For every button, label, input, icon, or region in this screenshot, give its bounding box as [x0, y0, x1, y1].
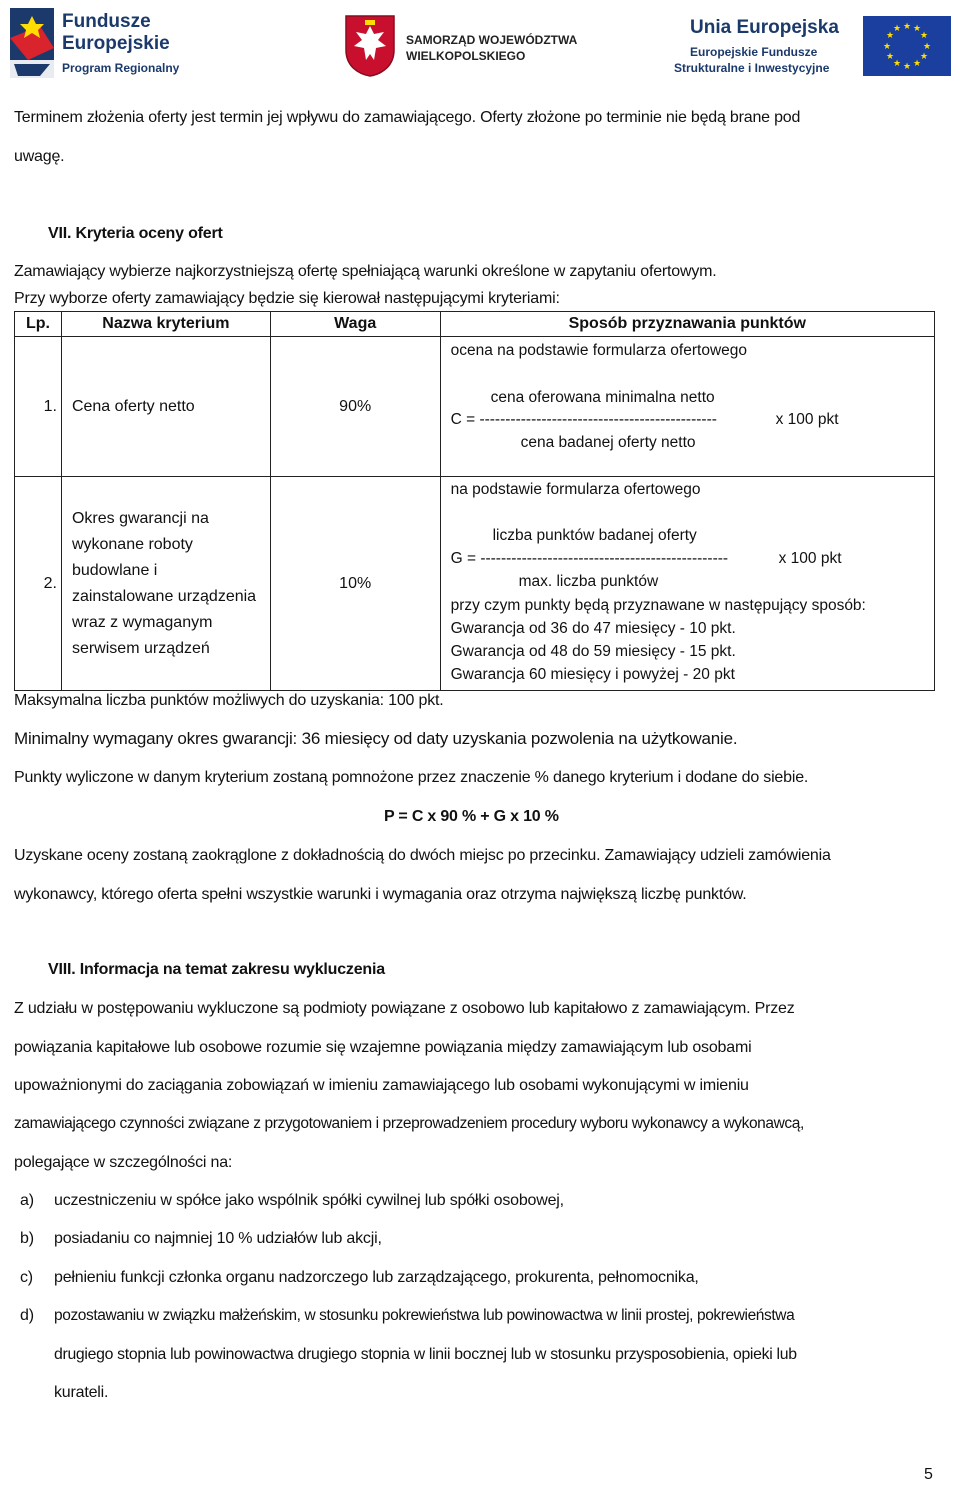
eagle-coat-of-arms-icon: [344, 14, 396, 78]
section8-heading: [48, 960, 385, 980]
intro-line2: uwagę.: [14, 148, 65, 165]
header-method: Sposób przyznawania punktów: [440, 312, 934, 337]
rounding-line2: wykonawcy, którego oferta spełni wszystkie warunki i wymagania oraz otrzyma największą liczbę punktów.: [14, 886, 747, 903]
row1-lp: 1.: [15, 337, 62, 477]
row2-numerator: liczba punktów badanej oferty: [492, 527, 697, 544]
row2-multiplier: x 100 pkt: [778, 550, 842, 567]
list-item-text: pozostawaniu w związku małżeńskim, w stosunku pokrewieństwa lub powinowactwa w linii prostej, pokrewieństwa: [54, 1307, 795, 1324]
svg-text:★: ★: [892, 24, 902, 34]
list-item-text: posiadaniu co najmniej 10 % udziałów lub akcji,: [54, 1230, 382, 1247]
eu-flag-icon: [863, 16, 951, 76]
svg-text:★: ★: [885, 31, 895, 41]
svg-text:★: ★: [882, 42, 892, 52]
wlkp-line1: SAMORZĄD WOJEWÓDZTWA: [406, 33, 578, 47]
list-item-text: pełnieniu funkcji członka organu nadzorczego lub zarządzającego, prokurenta, pełnomocnika,: [54, 1269, 699, 1286]
svg-text:★: ★: [902, 62, 912, 72]
section8-heading-num: VIII.: [48, 961, 76, 978]
header-weight: Waga: [270, 312, 440, 337]
row2-lp: 2.: [15, 477, 62, 691]
row1-denominator: cena badanej oferty netto: [520, 434, 696, 451]
section8-heading-text: Informacja na temat zakresu wykluczenia: [79, 961, 385, 978]
svg-text:★: ★: [902, 22, 912, 32]
section7-heading: [48, 224, 223, 244]
section7-paragraph1: Zamawiający wybierze najkorzystniejszą ofertę spełniającą warunki określone w zapytaniu ofertowym.: [14, 263, 717, 280]
row2-name-line: Okres gwarancji na: [71, 509, 209, 527]
row2-name-line: zainstalowane urządzenia: [71, 587, 257, 605]
list-item-text: kurateli.: [54, 1384, 109, 1401]
list-item-label: a): [20, 1192, 34, 1209]
row2-tier: Gwarancja od 36 do 47 miesięcy - 10 pkt.: [450, 620, 736, 637]
section8-para-line: upoważnionymi do zaciągania zobowiązań w imieniu zamawiającego lub osobami wykonującymi w imieniu: [14, 1077, 749, 1094]
criteria-table: [14, 311, 935, 691]
list-item-label: b): [20, 1230, 34, 1247]
section7-heading-text: Kryteria oceny ofert: [75, 225, 223, 242]
row2-formula: G = ------------------------------------------------: [450, 550, 729, 567]
svg-text:★: ★: [919, 31, 929, 41]
section8-para-line: powiązania kapitałowe lub osobowe rozumie się wzajemne powiązania między zamawiającym lub osobami: [14, 1039, 752, 1056]
row1-weight: 90%: [270, 337, 440, 477]
ue-line1: Unia Europejska: [690, 17, 839, 38]
list-item-text: uczestniczeniu w spółce jako wspólnik spółki cywilnej lub spółki osobowej,: [54, 1192, 564, 1209]
row1-method: [440, 337, 934, 477]
total-formula: P = C x 90 % + G x 10 %: [384, 808, 559, 825]
list-item-text: drugiego stopnia lub powinowactwa drugiego stopnia w linii bocznej lub w stosunku przysposobienia, opieki lub: [54, 1346, 797, 1363]
row2-denominator: max. liczba punktów: [518, 573, 659, 590]
rounding-line1: Uzyskane oceny zostaną zaokrąglone z dokładnością do dwóch miejsc po przecinku. Zamawiający udzieli zamówienia: [14, 847, 831, 864]
row2-weight: 10%: [270, 477, 440, 691]
max-points-text: Maksymalna liczba punktów możliwych do uzyskania: 100 pkt.: [14, 692, 444, 709]
svg-text:★: ★: [912, 24, 922, 34]
intro-line1: Terminem złożenia oferty jest termin jej wpływu do zamawiającego. Oferty złożone po terminie nie będą brane pod: [14, 109, 801, 126]
criteria-row-price: [15, 337, 935, 477]
row2-name: [61, 477, 270, 691]
min-warranty-text: Minimalny wymagany okres gwarancji: 36 miesięcy od daty uzyskania pozwolenia na użytkowanie.: [14, 729, 738, 748]
row2-method: [440, 477, 934, 691]
row2-name-line: wykonane roboty: [71, 535, 193, 553]
row2-rule: przy czym punkty będą przyznawane w następujący sposób:: [450, 597, 866, 614]
wlkp-line2: WIELKOPOLSKIEGO: [406, 49, 526, 63]
section8-para-line: polegające w szczególności na:: [14, 1154, 233, 1171]
row2-name-line: serwisem urządzeń: [71, 639, 210, 657]
row1-name: Cena oferty netto: [61, 337, 270, 477]
page-number: 5: [924, 1466, 933, 1483]
row2-tier: Gwarancja od 48 do 59 miesięcy - 15 pkt.: [450, 643, 736, 660]
section7-heading-num: VII.: [48, 225, 72, 242]
section8-para-line: zamawiającego czynności związane z przygotowaniem i przeprowadzeniem procedury wyboru wykonawcy a wykonawcą,: [14, 1115, 804, 1132]
fe-line1: Fundusze: [62, 11, 151, 32]
fe-line2: Europejskie: [62, 33, 170, 54]
criteria-table-header: [15, 312, 935, 337]
row2-name-line: budowlane i: [71, 561, 158, 579]
row2-name-line: wraz z wymaganym: [71, 613, 213, 631]
svg-text:★: ★: [892, 59, 902, 69]
header-name: Nazwa kryterium: [61, 312, 270, 337]
row1-formula: C = ----------------------------------------------: [450, 411, 717, 428]
criteria-row-warranty: [15, 477, 935, 691]
svg-text:★: ★: [912, 59, 922, 69]
row2-method-intro: na podstawie formularza ofertowego: [450, 481, 701, 498]
svg-text:★: ★: [919, 52, 929, 62]
svg-text:★: ★: [885, 52, 895, 62]
fundusze-europejskie-flag-icon: [10, 8, 54, 78]
header-lp: Lp.: [15, 312, 62, 337]
section8-para-line: Z udziału w postępowaniu wykluczone są podmioty powiązane z osobowo lub kapitałowo z zamawiającym. Przez: [14, 1000, 795, 1017]
multiply-text: Punkty wyliczone w danym kryterium zostaną pomnożone przez znaczenie % danego kryterium i dodane do siebie.: [14, 769, 809, 786]
svg-text:★: ★: [922, 42, 932, 52]
list-item-label: c): [20, 1269, 33, 1286]
row1-multiplier: x 100 pkt: [775, 411, 839, 428]
list-item-label: d): [20, 1307, 34, 1324]
section7-paragraph2: Przy wyborze oferty zamawiający będzie się kierował następującymi kryteriami:: [14, 290, 560, 307]
row1-method-intro: ocena na podstawie formularza ofertowego: [450, 342, 747, 359]
row2-tier: Gwarancja 60 miesięcy i powyżej - 20 pkt: [450, 666, 735, 683]
ue-line2: Europejskie Fundusze: [690, 45, 818, 59]
fe-line3: Program Regionalny: [62, 61, 180, 75]
ue-line3: Strukturalne i Inwestycyjne: [674, 61, 830, 75]
row1-numerator: cena oferowana minimalna netto: [490, 389, 715, 406]
